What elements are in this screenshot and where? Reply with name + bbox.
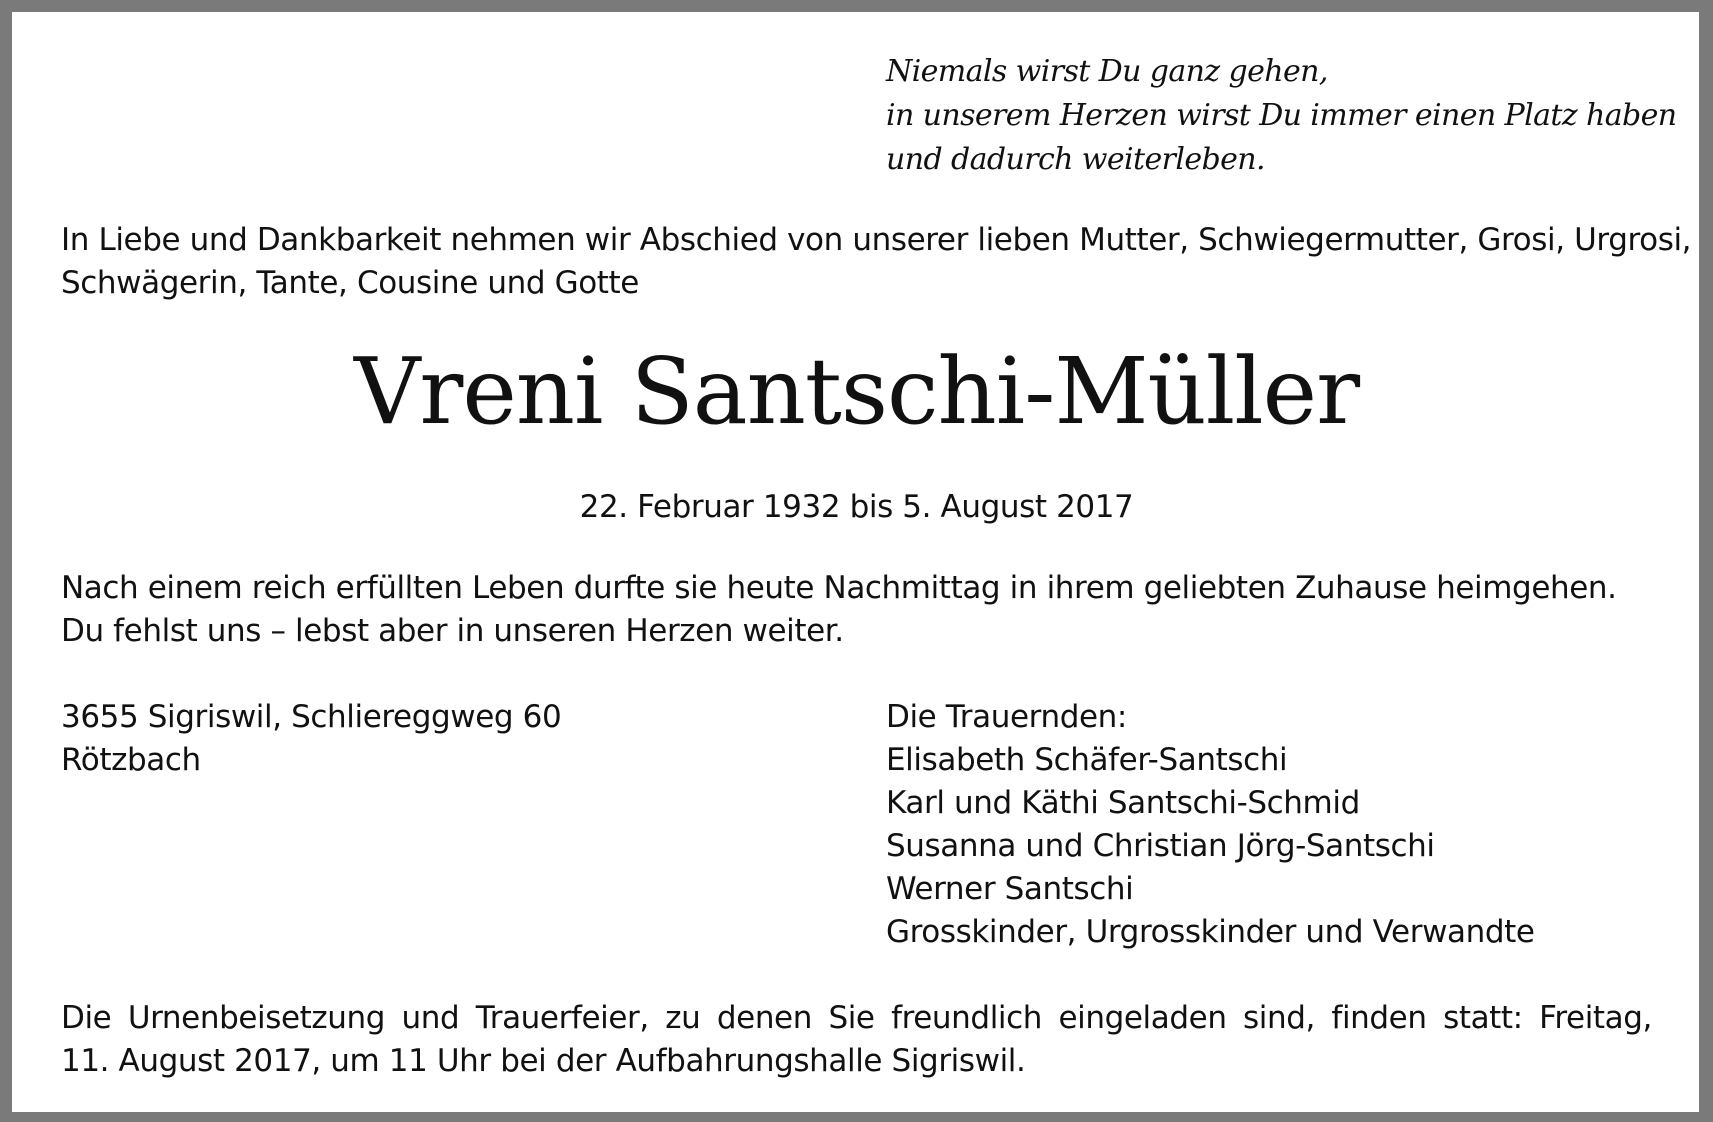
obituary-notice (12, 12, 1699, 1112)
address-line: 3655 Sigriswil, Schliereggweg 60 (61, 699, 562, 735)
intro-line: In Liebe und Dankbarkeit nehmen wir Abschied von unserer lieben Mutter, Schwiegermutter, Grosi, Urgrosi, (61, 222, 1692, 258)
intro-text (61, 219, 1692, 305)
motto-line: in unserem Herzen wirst Du immer einen Platz haben (886, 98, 1677, 133)
deceased-name: Vreni Santschi-Müller (353, 338, 1360, 445)
life-dates: 22. Februar 1932 bis 5. August 2017 (579, 489, 1134, 525)
motto-line: Niemals wirst Du ganz gehen, (886, 54, 1328, 89)
mourner-name: Karl und Käthi Santschi-Schmid (886, 785, 1360, 821)
family-address (61, 696, 761, 782)
message-line: Du fehlst uns – lebst aber in unseren Herzen weiter. (61, 613, 844, 649)
service-line: Die Urnenbeisetzung und Trauerfeier, zu denen Sie freundlich eingeladen sind, finden statt: Freitag, (61, 1000, 1652, 1036)
address-line: Rötzbach (61, 742, 201, 778)
mourner-name: Susanna und Christian Jörg-Santschi (886, 828, 1435, 864)
service-info (61, 997, 1652, 1083)
mourner-name: Elisabeth Schäfer-Santschi (886, 742, 1288, 778)
mourner-name: Werner Santschi (886, 871, 1134, 907)
farewell-message (61, 567, 1681, 653)
message-line: Nach einem reich erfüllten Leben durfte sie heute Nachmittag in ihrem geliebten Zuhause heimgehen. (61, 570, 1617, 606)
service-line: 11. August 2017, um 11 Uhr bei der Aufbahrungshalle Sigriswil. (61, 1043, 1026, 1079)
mourners-list (886, 696, 1686, 954)
motto-line: und dadurch weiterleben. (886, 142, 1265, 177)
mourners-heading: Die Trauernden: (886, 699, 1127, 735)
mourner-name: Grosskinder, Urgrosskinder und Verwandte (886, 914, 1535, 950)
motto-quote (886, 50, 1686, 182)
intro-line: Schwägerin, Tante, Cousine und Gotte (61, 265, 639, 301)
